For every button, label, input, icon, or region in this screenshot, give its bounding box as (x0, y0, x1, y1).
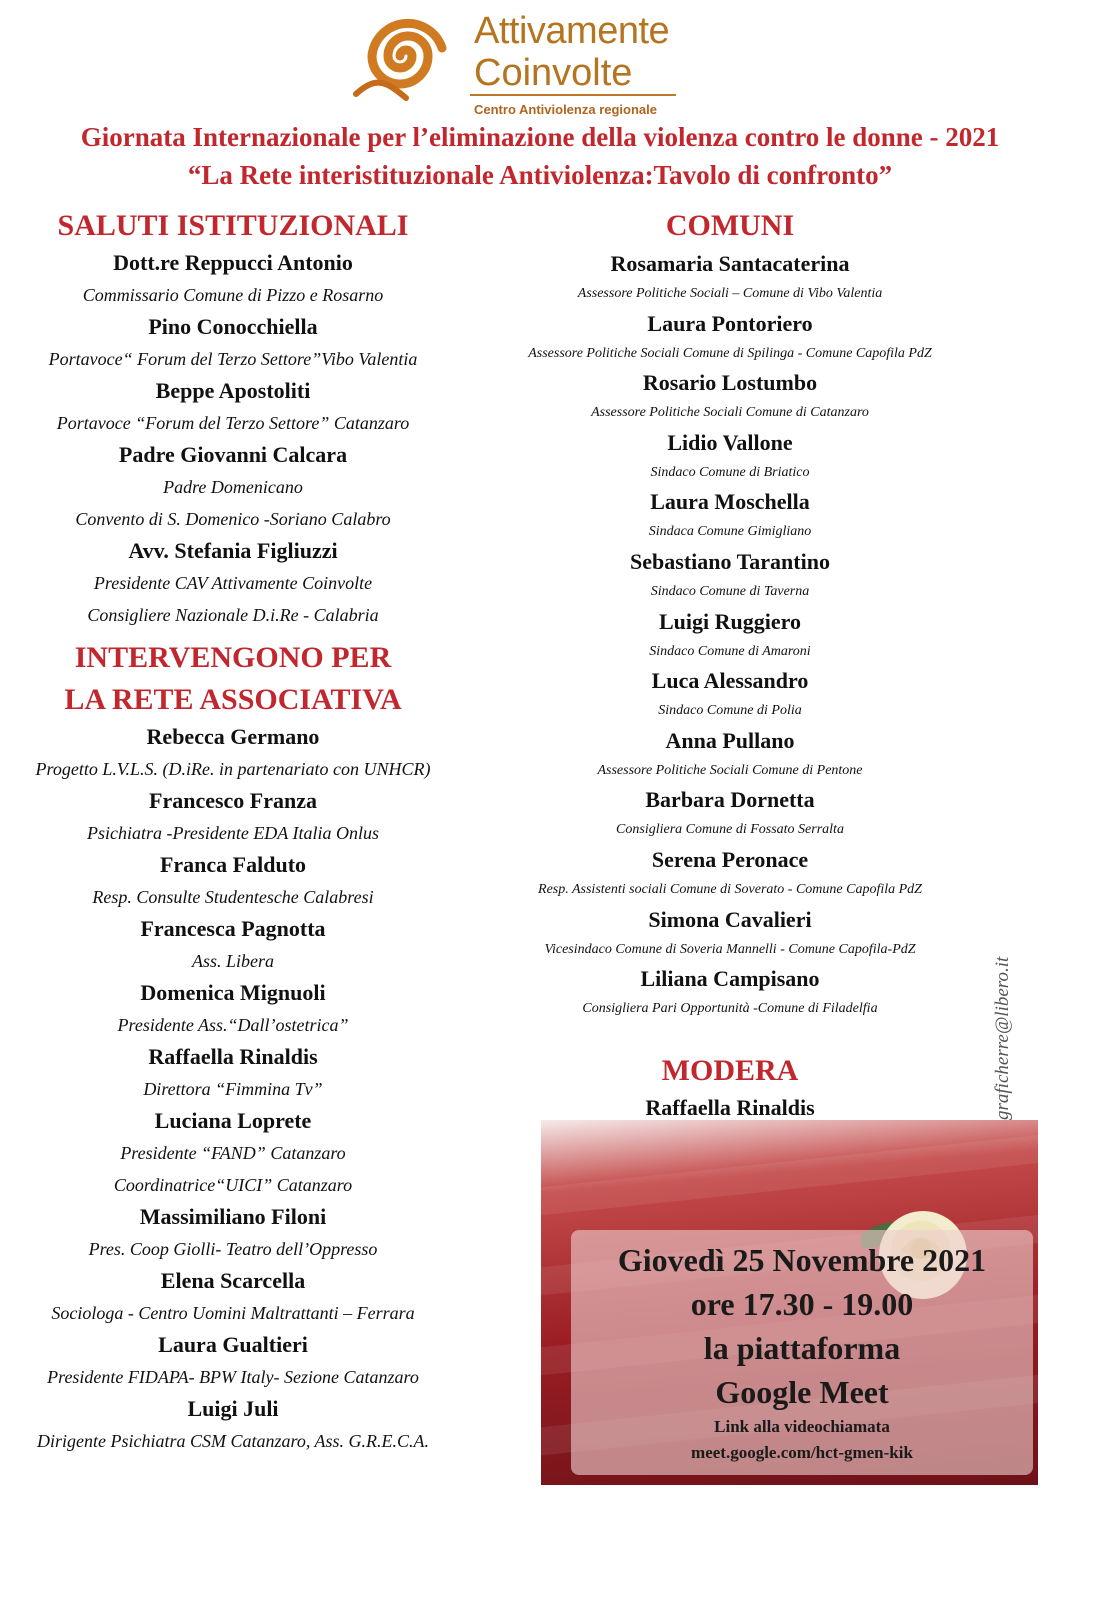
section-heading-saluti: SALUTI ISTITUZIONALI (57, 209, 409, 242)
logo-text-line2: Coinvolte (474, 52, 633, 94)
speaker-name: Rosamaria Santacaterina (610, 251, 850, 276)
event-title: Giornata Internazionale per l’eliminazione della violenza contro le donne - 2021 (80, 122, 1000, 152)
speaker-role: Sindaco Comune di Amaroni (649, 643, 811, 659)
section-heading-rete-line1: INTERVENGONO PER (74, 641, 392, 674)
speaker-name: Luigi Ruggiero (658, 608, 801, 634)
event-info-box (571, 1230, 1033, 1475)
speaker-name: Sebastiano Tarantino (630, 548, 830, 574)
section-heading-modera: MODERA (661, 1054, 799, 1087)
speaker-role: Sindaca Comune Gimigliano (648, 524, 812, 540)
swirl-logo-icon (346, 6, 466, 106)
moderator-name: Raffaella Rinaldis (645, 1095, 815, 1120)
event-subtitle: “La Rete interistituzionale Antiviolenza:Tavolo di confronto” (187, 160, 893, 190)
speaker (0, 439, 466, 535)
logo-divider (470, 94, 676, 96)
speaker-name: Luciana Loprete (154, 1108, 312, 1133)
speaker-role: Resp. Assistenti sociali Comune di Soverato - Comune Capofila PdZ (538, 881, 922, 897)
speaker-name: Luigi Juli (187, 1396, 279, 1421)
speaker-role: Assessore Politiche Sociali Comune di Pentone (597, 762, 863, 778)
speaker-role: Coordinatrice“UICI” Catanzaro (113, 1175, 353, 1195)
speaker-role: Presidente “FAND” Catanzaro (120, 1143, 346, 1163)
speaker-role: Ass. Libera (191, 951, 274, 971)
speaker-role: Presidente CAV Attivamente Coinvolte (93, 573, 373, 593)
speaker-name: Francesca Pagnotta (140, 916, 326, 941)
speaker-name: Barbara Dornetta (645, 787, 815, 813)
event-photo (541, 1120, 1038, 1485)
speaker-role: Pres. Coop Giolli- Teatro dell’Oppresso (88, 1239, 378, 1259)
speaker-name: Elena Scarcella (160, 1268, 306, 1293)
speaker-role: Presidente Ass.“Dall’ostetrica” (117, 1015, 349, 1035)
speaker-name: Laura Pontoriero (647, 310, 813, 336)
speaker-role: Assessore Politiche Sociali Comune di Catanzaro (591, 405, 869, 421)
speaker-name: Pino Conocchiella (148, 314, 318, 339)
link-label: Link alla videochiamata (714, 1417, 890, 1436)
speaker-name: Rebecca Germano (146, 724, 320, 749)
watermark-email: graficherre@libero.it (992, 956, 1013, 1120)
event-date: Giovedì 25 Novembre 2021 (617, 1242, 987, 1278)
speaker-role: Commissario Comune di Pizzo e Rosarno (82, 285, 384, 305)
speaker-name: Francesco Franza (149, 788, 317, 813)
speaker-name: Franca Falduto (159, 852, 307, 877)
speaker-name: Dott.re Reppucci Antonio (113, 250, 353, 275)
speaker-role: Sindaco Comune di Taverna (650, 583, 810, 599)
speaker-name: Serena Peronace (651, 846, 809, 872)
speaker-name: Lidio Vallone (667, 429, 793, 455)
speaker-name: Luca Alessandro (651, 668, 809, 694)
speaker-name: Domenica Mignuoli (140, 980, 326, 1005)
speaker (0, 535, 466, 631)
speaker-name: Avv. Stefania Figliuzzi (128, 538, 338, 563)
speaker-role: Sindaco Comune di Polia (658, 703, 802, 719)
speaker-role: Portavoce“ Forum del Terzo Settore”Vibo Valentia (48, 349, 418, 369)
speaker-role: Assessore Politiche Sociali – Comune di Vibo Valentia (577, 286, 883, 301)
logo-subtitle: Centro Antiviolenza regionale (474, 102, 657, 117)
speaker-role: Direttora “Fimmina Tv” (143, 1079, 323, 1099)
speaker-role: Dirigente Psichiatra CSM Catanzaro, Ass. G.R.E.C.A. (36, 1431, 429, 1451)
speaker-name: Raffaella Rinaldis (148, 1044, 318, 1069)
speaker-name: Beppe Apostoliti (155, 378, 311, 403)
speaker-name: Massimiliano Filoni (139, 1204, 327, 1229)
speaker-role: Presidente FIDAPA- BPW Italy- Sezione Catanzaro (47, 1367, 419, 1387)
meet-link[interactable]: meet.google.com/hct-gmen-kik (691, 1443, 913, 1462)
speaker-role: Psichiatra -Presidente EDA Italia Onlus (87, 823, 379, 843)
left-column (0, 205, 466, 1457)
platform-name: Google Meet (715, 1374, 889, 1410)
platform-intro: la piattaforma (703, 1330, 901, 1366)
speaker-name: Liliana Campisano (640, 966, 820, 992)
speaker-name: Laura Gualtieri (158, 1332, 308, 1357)
speaker-role: Consigliera Pari Opportunità -Comune di Filadelfia (582, 1001, 878, 1017)
speaker-name: Anna Pullano (665, 727, 795, 753)
speaker-role: Consigliere Nazionale D.i.Re - Calabria (87, 605, 379, 625)
speaker (0, 311, 466, 375)
speaker (0, 247, 466, 311)
logo-text-line1: Attivamente (474, 10, 670, 52)
speaker-role: Progetto L.V.L.S. (D.iRe. in partenariato con UNHCR) (35, 759, 431, 779)
speaker-role: Resp. Consulte Studentesche Calabresi (92, 887, 374, 907)
logo (346, 6, 686, 118)
speaker-role: Consigliera Comune di Fossato Serralta (616, 822, 844, 838)
speaker-name: Laura Moschella (650, 489, 810, 515)
speaker-role: Convento di S. Domenico -Soriano Calabro (75, 509, 391, 529)
speaker-role: Vicesindaco Comune di Soveria Mannelli - Comune Capofila-PdZ (544, 941, 916, 957)
speaker-name: Simona Cavalieri (648, 906, 812, 932)
speaker (0, 375, 466, 439)
speaker-role: Padre Domenicano (163, 477, 303, 497)
speaker-name: Padre Giovanni Calcara (118, 442, 348, 467)
event-time: ore 17.30 - 19.00 (690, 1286, 914, 1322)
speaker-role: Sociologa - Centro Uomini Maltrattanti – Ferrara (51, 1303, 415, 1323)
right-column (470, 205, 990, 1024)
section-heading-rete-line2: LA RETE ASSOCIATIVA (64, 683, 402, 716)
section-heading-comuni: COMUNI (665, 209, 795, 242)
speaker-role: Sindaco Comune di Briatico (650, 464, 810, 480)
speaker-role: Assessore Politiche Sociali Comune di Spilinga - Comune Capofila PdZ (528, 345, 932, 361)
speaker-name: Rosario Lostumbo (642, 370, 818, 396)
speaker-role: Portavoce “Forum del Terzo Settore” Catanzaro (56, 413, 410, 433)
